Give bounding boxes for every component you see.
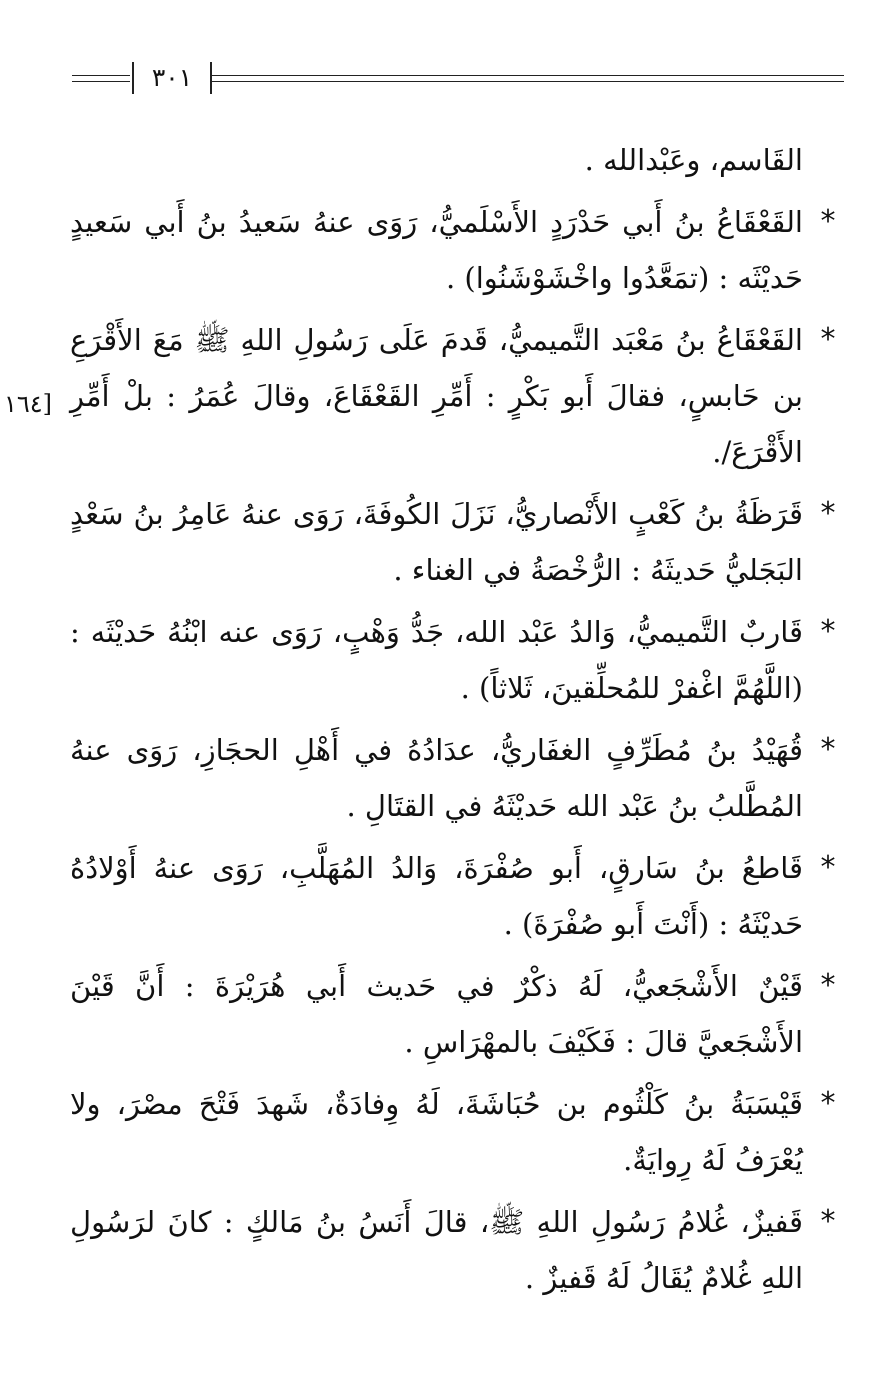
bullet-star-icon: *: [820, 322, 836, 357]
entry-1: [70, 194, 845, 306]
entry-9: [70, 1194, 845, 1306]
entry-text: قَيْنٌ الأَشْجَعيُّ، لَهُ ذكْرٌ في حَديث أَبي هُرَيْرَةَ : أَنَّ قَيْنَ الأَشْجَعيَّ قالَ : فَكَيْفَ بالمهْرَاسِ .: [70, 969, 803, 1059]
margin-folio-note: [١٦٤: [4, 390, 53, 418]
entry-8: [70, 1076, 845, 1188]
header-divider-left: [132, 62, 134, 94]
entry-text: القَعْقَاعُ بنُ أَبي حَدْرَدٍ الأَسْلَميُّ، رَوَى عنهُ سَعيدُ بنُ أَبي سَعيدٍ حَديْثَه : (تمَعَّدُوا واخْشَوْشَنُوا) .: [70, 205, 803, 295]
entry-4: [70, 604, 845, 716]
bullet-star-icon: *: [820, 1086, 836, 1121]
bullet-star-icon: *: [820, 614, 836, 649]
page-number: ٣٠١: [151, 63, 193, 92]
header-rule-left: [72, 75, 130, 82]
entry-text: قُهَيْدُ بنُ مُطَرِّفٍ الغفَاريُّ، عدَادُهُ في أَهْلِ الحجَازِ، رَوَى عنهُ المُطَّلبُ بنُ عَبْد الله حَديْثَهُ في القتَالِ .: [70, 733, 803, 823]
entry-text: قَفيزٌ، غُلامُ رَسُولِ اللهِ ﷺ، قالَ أَنَسُ بنُ مَالكٍ : كانَ لرَسُولِ اللهِ غُلامٌ يُقَالُ لَهُ قَفيزٌ .: [70, 1205, 803, 1295]
entry-5: [70, 722, 845, 834]
continuation-line: القَاسم، وعَبْدالله .: [584, 143, 803, 177]
entry-6: [70, 840, 845, 952]
entry-2: [70, 312, 845, 480]
entry-7: [70, 958, 845, 1070]
page-header: [72, 62, 844, 98]
entry-3: [70, 486, 845, 598]
page-body: [70, 132, 845, 1306]
bullet-star-icon: *: [820, 732, 836, 767]
bullet-star-icon: *: [820, 204, 836, 239]
entry-text: قَاطعُ بنُ سَارقٍ، أَبو صُفْرَةَ، وَالدُ المُهَلَّبِ، رَوَى عنهُ أَوْلادُهُ حَديْثَهُ : (أَنْتَ أَبو صُفْرَةَ) .: [70, 851, 803, 941]
entry-text: قَاربٌ التَّميميُّ، وَالدُ عَبْد الله، جَدُّ وَهْبٍ، رَوَى عنه ابْنُهُ حَديْثَه : (اللَّهُمَّ اغْفرْ للمُحلِّقينَ، ثَلاثاً) .: [70, 615, 803, 705]
entry-text: قَيْسَبَةُ بنُ كَلْثُوم بن حُبَاشَةَ، لَهُ وِفادَةٌ، شَهدَ فَتْحَ مصْرَ، ولا يُعْرَفُ لَهُ رِوايَةٌ.: [70, 1087, 803, 1177]
entry-text: قَرَظَةُ بنُ كَعْبٍ الأَنْصاريُّ، نَزَلَ الكُوفَةَ، رَوَى عنهُ عَامِرُ بنُ سَعْدٍ البَجَليُّ حَديثَهُ : الرُّخْصَةُ في الغناء .: [70, 497, 803, 587]
bullet-star-icon: *: [820, 1204, 836, 1239]
bullet-star-icon: *: [820, 850, 836, 885]
bullet-star-icon: *: [820, 496, 836, 531]
entry-text: القَعْقَاعُ بنُ مَعْبَد التَّميميُّ، قَدمَ عَلَى رَسُولِ اللهِ ﷺ مَعَ الأَقْرَعِ بن حَابسٍ، فقالَ أَبو بَكْرٍ : أَمِّرِ القَعْقَاعَ، وقالَ عُمَرُ : بلْ أَمِّرِ الأَقْرَعَ/.: [70, 323, 803, 469]
bullet-star-icon: *: [820, 968, 836, 1003]
header-rule-right: [212, 75, 844, 82]
